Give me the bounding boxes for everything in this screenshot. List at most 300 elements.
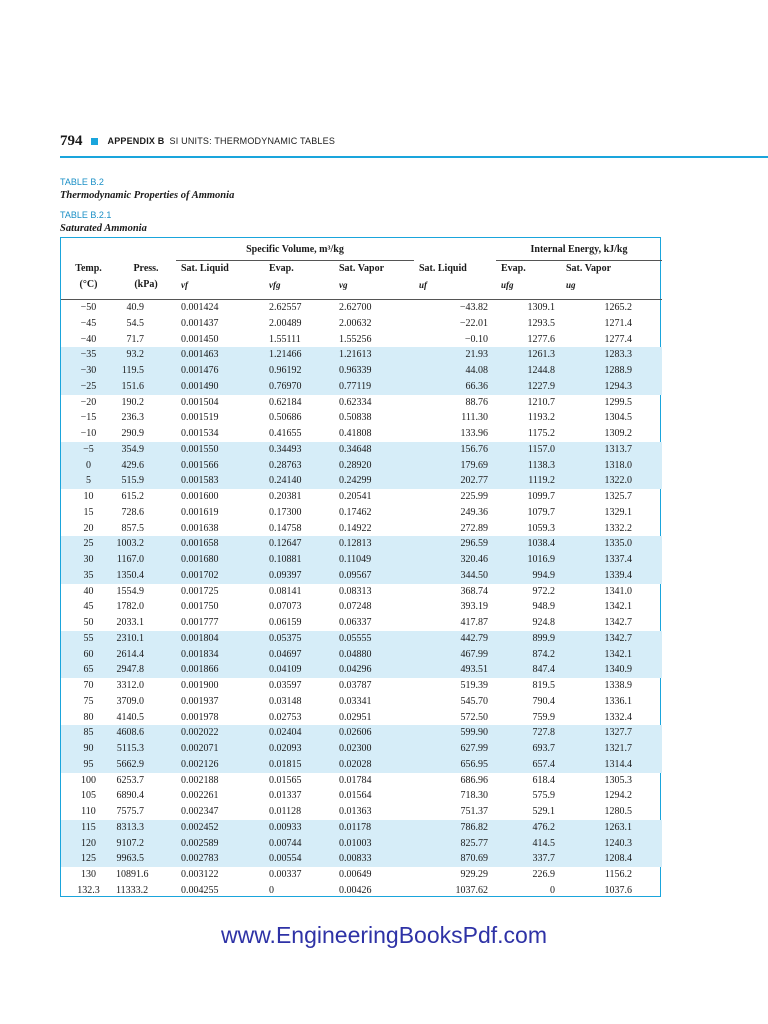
cell-vfg: 0.00554 — [264, 851, 334, 867]
cell-ufg: 1138.3 — [496, 458, 561, 474]
table-row — [61, 867, 662, 883]
cell-vfg: 0.20381 — [269, 491, 302, 502]
cell-vg: 0.02028 — [334, 757, 414, 773]
cell-uf: 656.95 — [414, 757, 496, 773]
cell-vf: 0.002783 — [176, 851, 264, 867]
cell-temp: −15 — [80, 412, 97, 424]
cell-temp: −35 — [61, 347, 116, 363]
cell-vf: 0.002261 — [181, 790, 219, 802]
cell-ufg: 759.9 — [532, 711, 555, 723]
cell-vf: 0.001600 — [181, 491, 219, 502]
cell-vg: 1.21613 — [334, 347, 414, 363]
column-unit-press: (kPa) — [134, 279, 158, 290]
table-label: TABLE B.2 — [60, 177, 104, 187]
cell-ufg: 1059.3 — [527, 522, 555, 534]
cell-temp: 75 — [83, 695, 94, 707]
table-row — [61, 410, 662, 426]
cell-ug: 1299.5 — [604, 396, 632, 408]
cell-temp: 105 — [81, 790, 96, 802]
cell-uf: 66.36 — [414, 379, 496, 395]
cell-vf: 0.001550 — [176, 442, 264, 458]
cell-ufg: 657.4 — [496, 757, 561, 773]
cell-uf: 1037.62 — [455, 884, 488, 896]
column-header-sat-liquid-u: Sat. Liquid — [419, 262, 467, 274]
cell-uf: 111.30 — [461, 412, 488, 424]
cell-temp: 80 — [83, 711, 94, 723]
cell-vfg: 0.00744 — [264, 836, 334, 852]
cell-ug: 1339.4 — [561, 568, 662, 584]
column-header-evap-u: Evap. — [501, 263, 526, 274]
cell-vf: 0.003122 — [181, 869, 219, 880]
cell-vf: 0.001424 — [181, 302, 219, 313]
cell-vg: 0.41808 — [339, 428, 372, 439]
cell-vfg: 2.00489 — [269, 317, 302, 329]
cell-vf: 0.002188 — [181, 774, 219, 786]
table-row — [61, 505, 662, 521]
cell-vfg: 0.28763 — [264, 458, 334, 474]
group-header-energy: Internal Energy, kJ/kg — [496, 238, 662, 261]
cell-temp: 85 — [61, 725, 116, 741]
header-rule — [60, 156, 768, 158]
table-row — [61, 694, 662, 710]
cell-vg: 0.02951 — [339, 711, 372, 723]
cell-vf: 0.002347 — [181, 806, 219, 817]
cell-press: 857.5 — [121, 522, 144, 534]
cell-vg: 0.01564 — [339, 790, 372, 802]
cell-vfg: 0.02404 — [264, 725, 334, 741]
cell-vg: 0.01003 — [334, 836, 414, 852]
cell-vg: 0.20541 — [339, 491, 372, 502]
cell-ufg: 1016.9 — [496, 552, 561, 568]
cell-ufg: 1244.8 — [496, 363, 561, 379]
symbol-ug: ug — [566, 280, 576, 290]
cell-temp: −10 — [80, 428, 97, 439]
cell-press: 190.2 — [121, 396, 144, 408]
table-row — [61, 347, 662, 363]
cell-ufg: 1261.3 — [496, 347, 561, 363]
cell-vf: 0.001619 — [181, 506, 219, 518]
cell-vf: 0.002126 — [176, 757, 264, 773]
cell-ug: 1283.3 — [561, 347, 662, 363]
column-header-press: Press. — [133, 262, 159, 274]
cell-ug: 1342.1 — [604, 601, 632, 613]
cell-press: 10891.6 — [116, 869, 149, 880]
table-row — [61, 851, 662, 867]
table-row — [61, 521, 662, 537]
column-header-sat-liquid-v: Sat. Liquid — [181, 263, 229, 274]
cell-ufg: 790.4 — [532, 695, 555, 707]
cell-ufg: 414.5 — [496, 836, 561, 852]
cell-vg: 0.01178 — [334, 820, 414, 836]
cell-temp: −45 — [80, 317, 97, 329]
cell-uf: 493.51 — [414, 662, 496, 678]
table-row — [61, 741, 662, 757]
cell-press: 2614.4 — [116, 647, 176, 663]
cell-temp: 130 — [81, 869, 96, 880]
cell-uf: 929.29 — [460, 869, 488, 880]
cell-ug: 1263.1 — [561, 820, 662, 836]
cell-press: 6890.4 — [116, 790, 144, 802]
cell-press: 40.9 — [126, 302, 144, 313]
cell-ug: 1325.7 — [604, 491, 632, 502]
cell-vfg: 0.01128 — [269, 806, 302, 817]
cell-vf: 0.001777 — [181, 617, 219, 628]
cell-ug: 1327.7 — [561, 725, 662, 741]
cell-vg: 0.02606 — [334, 725, 414, 741]
cell-vfg: 0.96192 — [264, 363, 334, 379]
table-title: Thermodynamic Properties of Ammonia — [60, 190, 235, 201]
cell-vg: 0.01784 — [339, 774, 372, 786]
cell-vfg: 0.17300 — [269, 506, 302, 518]
cell-ug: 1341.0 — [604, 585, 632, 597]
cell-vf: 0.001463 — [176, 347, 264, 363]
table-row — [61, 332, 662, 348]
appendix-title: SI UNITS: THERMODYNAMIC TABLES — [169, 136, 336, 146]
cell-press: 5662.9 — [116, 757, 176, 773]
cell-uf: −0.10 — [464, 333, 488, 345]
cell-vg: 0.05555 — [334, 631, 414, 647]
cell-ufg: 847.4 — [496, 662, 561, 678]
cell-uf: 156.76 — [414, 442, 496, 458]
table-row — [61, 725, 662, 741]
cell-ug: 1240.3 — [561, 836, 662, 852]
appendix-label: APPENDIX B — [107, 136, 165, 146]
cell-uf: 179.69 — [414, 458, 496, 474]
cell-uf: 718.30 — [460, 790, 488, 802]
symbol-vfg: vfg — [269, 280, 281, 290]
cell-uf: 467.99 — [414, 647, 496, 663]
cell-press: 71.7 — [126, 333, 144, 345]
cell-vf: 0.001450 — [181, 333, 219, 345]
cell-ug: 1318.0 — [561, 458, 662, 474]
cell-vg: 0.28920 — [334, 458, 414, 474]
table-row — [61, 804, 662, 820]
cell-ufg: 226.9 — [532, 869, 555, 880]
cell-vf: 0.001476 — [176, 363, 264, 379]
cell-vfg: 0.02093 — [264, 741, 334, 757]
cell-ug: 1332.2 — [604, 522, 632, 534]
cell-ufg: 819.5 — [532, 680, 555, 691]
cell-ufg: 1175.2 — [527, 428, 555, 439]
cell-vf: 0.002589 — [176, 836, 264, 852]
cell-vf: 0.001658 — [176, 536, 264, 552]
cell-ufg: 899.9 — [496, 631, 561, 647]
cell-vfg: 0.00337 — [269, 869, 302, 880]
cell-vf: 0.001900 — [181, 680, 219, 691]
cell-vg: 0.08313 — [339, 585, 372, 597]
cell-temp: −30 — [61, 363, 116, 379]
cell-ug: 1336.1 — [604, 695, 632, 707]
cell-uf: 202.77 — [414, 473, 496, 489]
cell-vg: 0.02300 — [334, 741, 414, 757]
cell-press: 2033.1 — [116, 617, 144, 628]
cell-vf: 0.001702 — [176, 568, 264, 584]
table-row — [61, 788, 662, 804]
cell-temp: 0 — [61, 458, 116, 474]
cell-press: 9963.5 — [116, 851, 176, 867]
cell-ufg: 972.2 — [532, 585, 555, 597]
cell-vf: 0.002452 — [176, 820, 264, 836]
cell-uf: 225.99 — [460, 491, 488, 502]
table-row — [61, 536, 662, 552]
symbol-vf: vf — [181, 280, 188, 290]
cell-ug: 1288.9 — [561, 363, 662, 379]
cell-vg: 0.14922 — [339, 522, 372, 534]
cell-press: 2947.8 — [116, 662, 176, 678]
cell-vg: 0.34648 — [334, 442, 414, 458]
cell-temp: −50 — [80, 302, 97, 313]
cell-vf: 0.001437 — [181, 317, 219, 329]
subtable-title: Saturated Ammonia — [60, 223, 147, 234]
cell-ufg: 1119.2 — [496, 473, 561, 489]
cell-ufg: 874.2 — [496, 647, 561, 663]
cell-temp: 70 — [83, 680, 94, 691]
cell-ug: 1037.6 — [604, 884, 632, 896]
cell-press: 4608.6 — [116, 725, 176, 741]
cell-temp: 20 — [83, 522, 94, 534]
group-header-volume: Specific Volume, m³/kg — [176, 238, 414, 261]
table-row — [61, 631, 662, 647]
cell-vfg: 2.62557 — [269, 302, 302, 313]
cell-vf: 0.001680 — [176, 552, 264, 568]
cell-vf: 0.001490 — [176, 379, 264, 395]
table-row — [61, 300, 662, 316]
cell-ufg: 948.9 — [532, 601, 555, 613]
cell-vfg: 0.10881 — [264, 552, 334, 568]
cell-vg: 1.55256 — [339, 333, 372, 345]
cell-vfg: 0.07073 — [269, 601, 302, 613]
table-row — [61, 316, 662, 332]
cell-temp: 65 — [61, 662, 116, 678]
cell-ufg: 1038.4 — [496, 536, 561, 552]
cell-ug: 1337.4 — [561, 552, 662, 568]
cell-temp: 110 — [81, 806, 96, 817]
cell-temp: −5 — [61, 442, 116, 458]
cell-ug: 1332.4 — [604, 711, 632, 723]
cell-press: 151.6 — [116, 379, 176, 395]
cell-ug: 1305.3 — [604, 774, 632, 786]
cell-temp: 115 — [61, 820, 116, 836]
cell-uf: 417.87 — [460, 617, 488, 628]
cell-vg: 0.01363 — [339, 806, 372, 817]
cell-vg: 2.62700 — [339, 302, 372, 313]
column-unit-temp: (°C) — [79, 279, 98, 290]
cell-vg: 0.00833 — [334, 851, 414, 867]
cell-vf: 0.001750 — [181, 601, 219, 613]
table-row — [61, 379, 662, 395]
cell-ufg: 1157.0 — [496, 442, 561, 458]
cell-press: 7575.7 — [116, 806, 144, 817]
cell-ufg: 618.4 — [532, 774, 555, 786]
cell-vg: 0.04296 — [334, 662, 414, 678]
cell-vf: 0.004255 — [181, 884, 219, 896]
cell-temp: 120 — [61, 836, 116, 852]
cell-vg: 0.00426 — [339, 884, 372, 896]
cell-uf: 442.79 — [414, 631, 496, 647]
cell-temp: −20 — [80, 396, 97, 408]
cell-uf: 368.74 — [460, 585, 488, 597]
symbol-vg: vg — [339, 280, 348, 290]
symbol-ufg: ufg — [501, 280, 514, 290]
cell-vg: 2.00632 — [339, 317, 372, 329]
cell-uf: 599.90 — [414, 725, 496, 741]
table-row — [61, 773, 662, 789]
cell-temp: 132.3 — [77, 884, 100, 896]
cell-uf: 627.99 — [414, 741, 496, 757]
running-head — [60, 131, 335, 151]
cell-vg: 0.62334 — [339, 396, 372, 408]
cell-press: 1350.4 — [116, 568, 176, 584]
cell-ug: 1309.2 — [604, 428, 632, 439]
cell-ug: 1338.9 — [604, 680, 632, 691]
cell-uf: 272.89 — [460, 522, 488, 534]
cell-ug: 1156.2 — [604, 869, 632, 880]
cell-temp: 60 — [61, 647, 116, 663]
cell-ug: 1342.7 — [604, 617, 632, 628]
cell-press: 1782.0 — [116, 601, 144, 613]
cell-vf: 0.001519 — [181, 412, 219, 424]
cell-temp: 90 — [61, 741, 116, 757]
cell-temp: 40 — [83, 585, 94, 597]
cell-press: 728.6 — [121, 506, 144, 518]
cell-vfg: 0.34493 — [264, 442, 334, 458]
symbol-uf: uf — [419, 280, 428, 290]
table-row — [61, 757, 662, 773]
cell-uf: −43.82 — [459, 302, 488, 313]
cell-ug: 1208.4 — [561, 851, 662, 867]
column-header-sat-vapor-v: Sat. Vapor — [339, 263, 385, 274]
cell-uf: 88.76 — [465, 396, 488, 408]
cell-ug: 1271.4 — [604, 317, 632, 329]
square-bullet-icon — [91, 138, 98, 145]
cell-vf: 0.001638 — [181, 522, 219, 534]
cell-temp: −40 — [80, 333, 97, 345]
cell-uf: 751.37 — [460, 806, 488, 817]
cell-ug: 1277.4 — [604, 333, 632, 345]
cell-press: 3709.0 — [116, 695, 144, 707]
cell-uf: 296.59 — [414, 536, 496, 552]
cell-vfg: 0.24140 — [264, 473, 334, 489]
cell-press: 5115.3 — [116, 741, 176, 757]
cell-ug: 1335.0 — [561, 536, 662, 552]
cell-ug: 1294.3 — [561, 379, 662, 395]
cell-vg: 0.04880 — [334, 647, 414, 663]
cell-press: 2310.1 — [116, 631, 176, 647]
cell-ug: 1265.2 — [604, 302, 632, 313]
cell-press: 54.5 — [126, 317, 144, 329]
cell-vfg: 1.21466 — [264, 347, 334, 363]
cell-uf: 133.96 — [460, 428, 488, 439]
cell-ufg: 1277.6 — [527, 333, 555, 345]
cell-vfg: 0.62184 — [269, 396, 302, 408]
cell-temp: 125 — [61, 851, 116, 867]
cell-ug: 1280.5 — [604, 806, 632, 817]
cell-uf: 320.46 — [414, 552, 496, 568]
cell-vg: 0.06337 — [339, 617, 372, 628]
cell-vfg: 0.03148 — [269, 695, 302, 707]
saturated-ammonia-table — [60, 237, 661, 897]
cell-press: 6253.7 — [116, 774, 144, 786]
table-row — [61, 363, 662, 379]
table-row — [61, 568, 662, 584]
cell-ug: 1321.7 — [561, 741, 662, 757]
cell-temp: 10 — [83, 491, 94, 502]
cell-vg: 0.09567 — [334, 568, 414, 584]
table-row — [61, 615, 662, 631]
cell-ug: 1342.1 — [561, 647, 662, 663]
cell-press: 9107.2 — [116, 836, 176, 852]
cell-vfg: 0.01337 — [269, 790, 302, 802]
cell-ug: 1313.7 — [561, 442, 662, 458]
cell-vf: 0.002022 — [176, 725, 264, 741]
cell-vf: 0.001978 — [181, 711, 219, 723]
cell-press: 4140.5 — [116, 711, 144, 723]
cell-vfg: 0.02753 — [269, 711, 302, 723]
cell-vf: 0.001725 — [181, 585, 219, 597]
cell-press: 93.2 — [116, 347, 176, 363]
cell-vf: 0.001583 — [176, 473, 264, 489]
cell-uf: 249.36 — [460, 506, 488, 518]
table-row — [61, 489, 662, 505]
table-row — [61, 395, 662, 411]
cell-temp: 55 — [61, 631, 116, 647]
cell-temp: 15 — [83, 506, 94, 518]
cell-vf: 0.002071 — [176, 741, 264, 757]
column-header-sat-vapor-u: Sat. Vapor — [566, 263, 612, 274]
table-row — [61, 647, 662, 663]
cell-ufg: 1293.5 — [527, 317, 555, 329]
cell-ufg: 693.7 — [496, 741, 561, 757]
cell-uf: 21.93 — [414, 347, 496, 363]
cell-ufg: 994.9 — [496, 568, 561, 584]
cell-temp: 50 — [83, 617, 94, 628]
table-row — [61, 662, 662, 678]
cell-vf: 0.001804 — [176, 631, 264, 647]
cell-ug: 1304.5 — [604, 412, 632, 424]
cell-ufg: 529.1 — [532, 806, 555, 817]
cell-uf: 825.77 — [414, 836, 496, 852]
cell-ufg: 1210.7 — [527, 396, 555, 408]
table-row — [61, 458, 662, 474]
table-row — [61, 710, 662, 726]
cell-uf: 545.70 — [460, 695, 488, 707]
cell-vg: 0.03787 — [339, 680, 372, 691]
cell-uf: 786.82 — [414, 820, 496, 836]
footer-website-link[interactable]: www.EngineeringBooksPdf.com — [221, 922, 547, 948]
cell-uf: 686.96 — [460, 774, 488, 786]
cell-vfg: 0.04697 — [264, 647, 334, 663]
cell-vf: 0.001504 — [181, 396, 219, 408]
cell-vg: 0.03341 — [339, 695, 372, 707]
cell-vfg: 0.14758 — [269, 522, 302, 534]
cell-vfg: 0 — [269, 884, 274, 896]
cell-ug: 1322.0 — [561, 473, 662, 489]
cell-uf: 393.19 — [460, 601, 488, 613]
data-table — [61, 238, 662, 899]
table-body — [61, 261, 662, 899]
column-header-temp: Temp. — [75, 262, 102, 274]
cell-vfg: 1.55111 — [269, 333, 301, 345]
cell-temp: 100 — [81, 774, 96, 786]
cell-uf: 344.50 — [414, 568, 496, 584]
cell-vfg: 0.01565 — [269, 774, 302, 786]
cell-uf: 870.69 — [414, 851, 496, 867]
cell-vg: 0.11049 — [334, 552, 414, 568]
cell-uf: 572.50 — [460, 711, 488, 723]
column-header-evap-v: Evap. — [269, 263, 294, 274]
cell-ufg: 0 — [550, 884, 555, 896]
table-row — [61, 599, 662, 615]
